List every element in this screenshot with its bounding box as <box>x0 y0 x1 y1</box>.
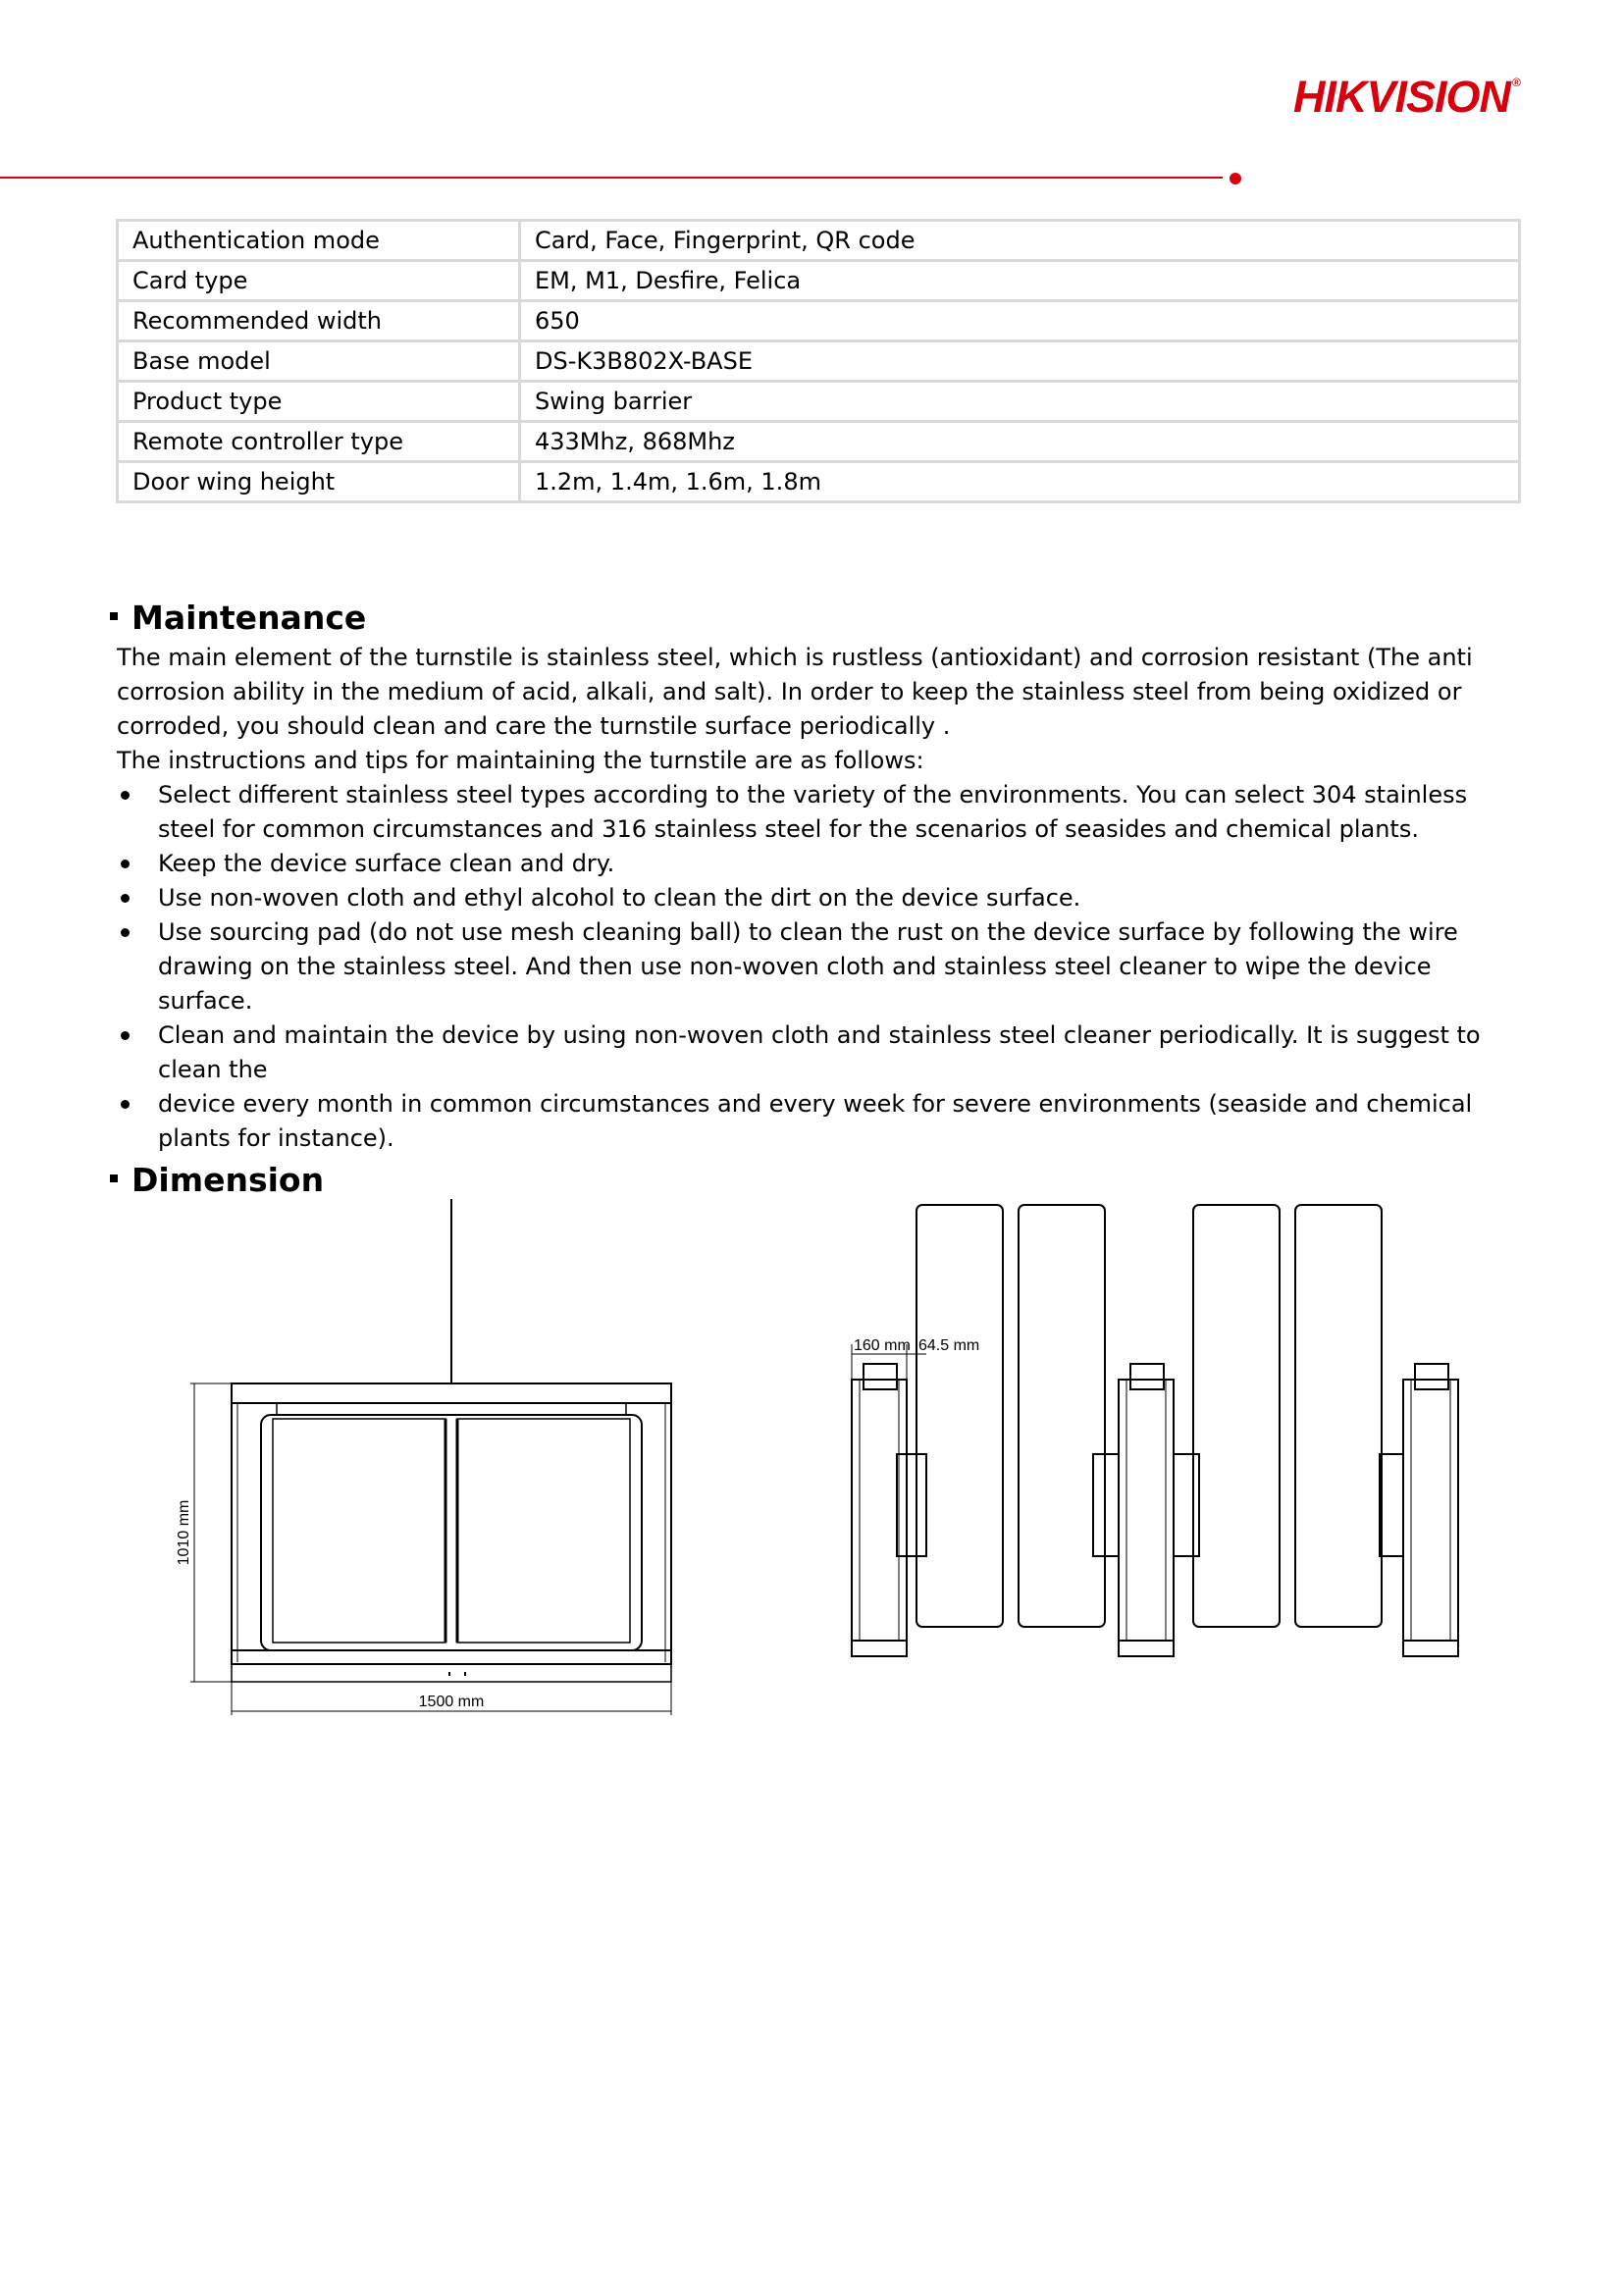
spec-value: 650 <box>520 301 1520 341</box>
table-row <box>118 341 1520 382</box>
wing-panel <box>1193 1205 1280 1627</box>
square-bullet-icon <box>110 1174 118 1182</box>
table-row <box>118 301 1520 341</box>
maintenance-body <box>117 641 1530 1156</box>
spec-label: Door wing height <box>118 462 520 502</box>
spec-label: Card type <box>118 261 520 301</box>
front-elevation-drawing <box>167 1197 697 1727</box>
table-row <box>118 261 1520 301</box>
spec-value: EM, M1, Desfire, Felica <box>520 261 1520 301</box>
wing-panel <box>916 1205 1003 1627</box>
width-dimension-label: 1500 mm <box>418 1694 485 1710</box>
list-item: Clean and maintain the device by using non-woven cloth and stainless steel cleaner periodically. It is suggest to clean the <box>117 1018 1530 1087</box>
list-item: Select different stainless steel types according to the variety of the environments. You can select 304 stainless steel for common circumstances and 316 stainless steel for the scenarios of seasides and chemical plants. <box>117 778 1530 847</box>
dimension-title: Dimension <box>131 1161 325 1199</box>
registered-mark: ® <box>1512 76 1520 89</box>
right-door-wing <box>457 1419 630 1643</box>
maintenance-heading <box>110 599 366 638</box>
height-dimension-label: 1010 mm <box>176 1499 192 1566</box>
maintenance-intro: The main element of the turnstile is stainless steel, which is rustless (antioxidant) and corrosion resistant (The anti corrosion ability in the medium of acid, alkali, and salt). In order to keep the stainless steel from being oxidized or corroded, you should clean and care the turnstile surface periodically . <box>117 644 1473 740</box>
spec-label: Authentication mode <box>118 221 520 261</box>
table-row <box>118 382 1520 422</box>
spec-value: 433Mhz, 868Mhz <box>520 422 1520 462</box>
spec-value: DS-K3B802X-BASE <box>520 341 1520 382</box>
header-divider <box>0 177 1223 179</box>
table-row <box>118 462 1520 502</box>
dimension-heading <box>110 1161 324 1200</box>
list-item: Use sourcing pad (do not use mesh cleaning ball) to clean the rust on the device surface by following the wire drawing on the stainless steel. And then use non-woven cloth and stainless steel cleaner to wipe the device surface. <box>117 915 1530 1018</box>
maintenance-list <box>117 778 1530 1156</box>
wing-outline <box>261 1415 642 1650</box>
maintenance-lead: The instructions and tips for maintaining the turnstile are as follows: <box>117 747 924 774</box>
pedestal-left <box>852 1364 926 1656</box>
left-door-wing <box>273 1419 445 1643</box>
table-row <box>118 221 1520 261</box>
hikvision-logo <box>1293 73 1554 122</box>
offset-label: 64.5 mm <box>918 1337 980 1354</box>
side-view-drawing <box>834 1197 1472 1707</box>
square-bullet-icon <box>110 612 118 620</box>
spec-label: Remote controller type <box>118 422 520 462</box>
pedestal-middle <box>1093 1364 1199 1656</box>
specs-table <box>116 219 1521 503</box>
spec-value: Swing barrier <box>520 382 1520 422</box>
header-divider-dot <box>1230 173 1241 184</box>
pedestal-width-label: 160 mm <box>854 1337 911 1354</box>
brand-name: HIKVISION <box>1293 72 1511 122</box>
maintenance-title: Maintenance <box>131 599 367 637</box>
spec-label: Base model <box>118 341 520 382</box>
spec-label: Product type <box>118 382 520 422</box>
list-item: device every month in common circumstances and every week for severe environments (seaside and chemical plants for instance). <box>117 1087 1530 1156</box>
base-rail <box>232 1650 671 1664</box>
table-row <box>118 422 1520 462</box>
spec-value: 1.2m, 1.4m, 1.6m, 1.8m <box>520 462 1520 502</box>
spec-value: Card, Face, Fingerprint, QR code <box>520 221 1520 261</box>
pedestal-right <box>1380 1364 1458 1656</box>
wing-panel <box>1019 1205 1105 1627</box>
spec-label: Recommended width <box>118 301 520 341</box>
top-rail <box>232 1383 671 1403</box>
wing-panel <box>1295 1205 1382 1627</box>
list-item: Use non-woven cloth and ethyl alcohol to clean the dirt on the device surface. <box>117 881 1530 915</box>
list-item: Keep the device surface clean and dry. <box>117 847 1530 881</box>
